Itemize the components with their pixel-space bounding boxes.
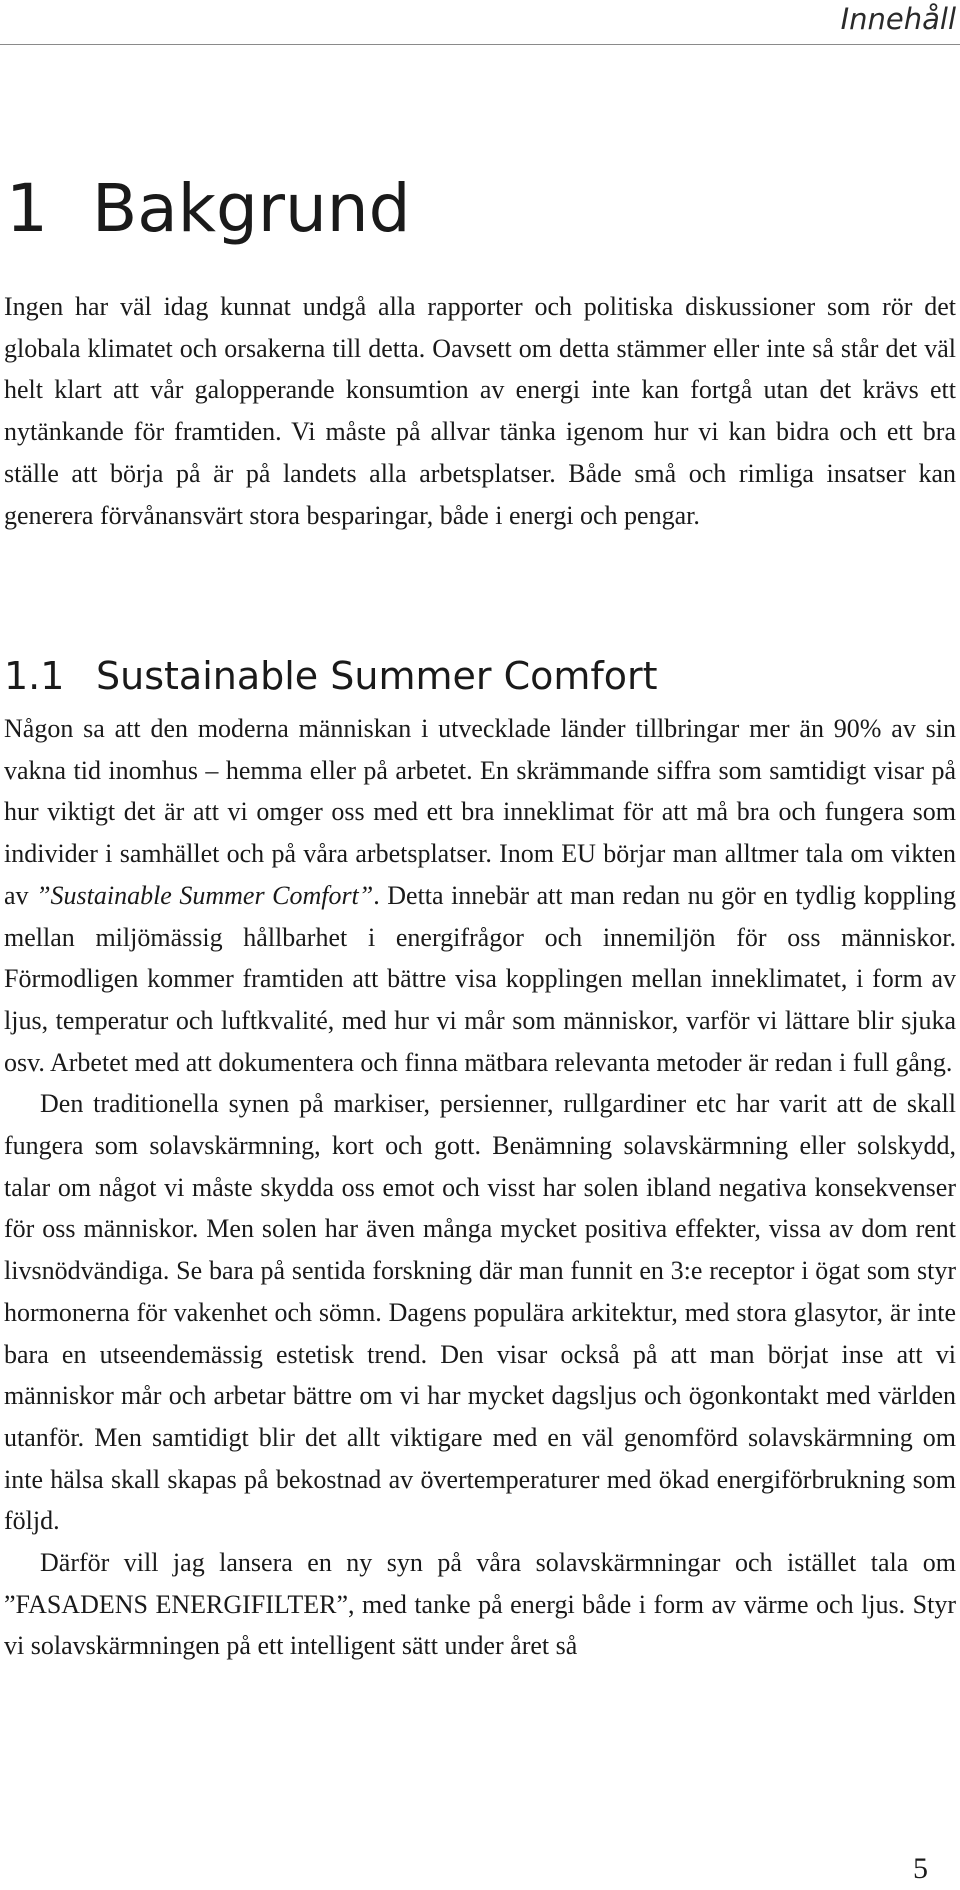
page-number: 5 [913, 1852, 928, 1885]
paragraph-1-text-a: Någon sa att den moderna människan i utvecklade länder tillbringar mer än 90% av sin vakna tid inomhus – hemma eller på arbetet. En skrämmande siffra som samtidigt visar på hur viktigt det är att vi omger oss med ett bra inneklimat för att må bra och fungera som individer i samhället och på våra arbetsplatser. Inom EU börjar man alltmer tala om vikten av [4, 714, 956, 910]
intro-paragraph: Ingen har väl idag kunnat undgå alla rapporter och politiska diskussioner som rör det globala klimatet och orsakerna till detta. Oavsett om detta stämmer eller inte så står det väl helt klart att vår galopperande konsumtion av energi inte kan fortgå utan det krävs ett nytänkande för framtiden. Vi måste på allvar tänka igenom hur vi kan bidra och ett bra ställe att börja på är på landets alla arbetsplatser. Både små och rimliga insatser kan generera förvånansvärt stora besparingar, både i energi och pengar. [4, 292, 956, 530]
section-paragraph-1 [4, 708, 956, 1083]
paragraph-1-emphasis: ”Sustainable Summer Comfort” [36, 880, 374, 910]
section-number: 1.1 [4, 654, 65, 698]
paragraph-1-text-b: . Detta innebär att man redan nu gör en tydlig koppling mellan miljömässig hållbarhet i energifrågor och innemiljön för oss människor. Förmodligen kommer framtiden att bättre visa kopplingen mellan inneklimatet, i form av ljus, temperatur och luftkvalité, med hur vi mår som människor, varför vi lättare blir sjuka osv. Arbetet med att dokumentera och finna mätbara relevanta metoder är redan i full gång. [4, 880, 956, 1077]
chapter-title [6, 168, 411, 250]
running-header-text: Innehåll [840, 2, 956, 36]
section-title [4, 652, 658, 700]
intro-section [4, 286, 956, 536]
section-paragraph-2: Den traditionella synen på markiser, persienner, rullgardiner etc har varit att de skall fungera som solavskärmning, kort och gott. Benämning solavskärmning eller solskydd, talar om något vi måste skydda oss emot och visst har solen ibland negativa konsekvenser för oss människor. Men solen har även många mycket positiva effekter, vissa av dom rent livsnödvändiga. Se bara på sentida forskning där man funnit en 3:e receptor i ögat som styr hormonerna för vakenhet och sömn. Dagens populära arkitektur, med stora glasytor, är inte bara en utseendemässig estetisk trend. Den visar också på att man börjat inse att vi människor mår och arbetar bättre om vi har mycket dagsljus och ögonkontakt med världen utanför. Men samtidigt blir det allt viktigare med en väl genomförd solavskärmning om inte hälsa skall skapas på bekostnad av övertemperaturer med ökad energiförbrukning som följd. [4, 1089, 956, 1536]
running-header [0, 0, 960, 45]
section-title-text: Sustainable Summer Comfort [96, 654, 658, 698]
section-body [4, 708, 956, 1667]
chapter-title-text: Bakgrund [92, 170, 411, 247]
chapter-number: 1 [6, 170, 48, 247]
section-paragraph-3: Därför vill jag lansera en ny syn på våra solavskärmningar och istället tala om ”FASADENS ENERGIFILTER”, med tanke på energi både i form av värme och ljus. Styr vi solavskärmningen på ett intelligent sätt under året så [4, 1548, 956, 1661]
